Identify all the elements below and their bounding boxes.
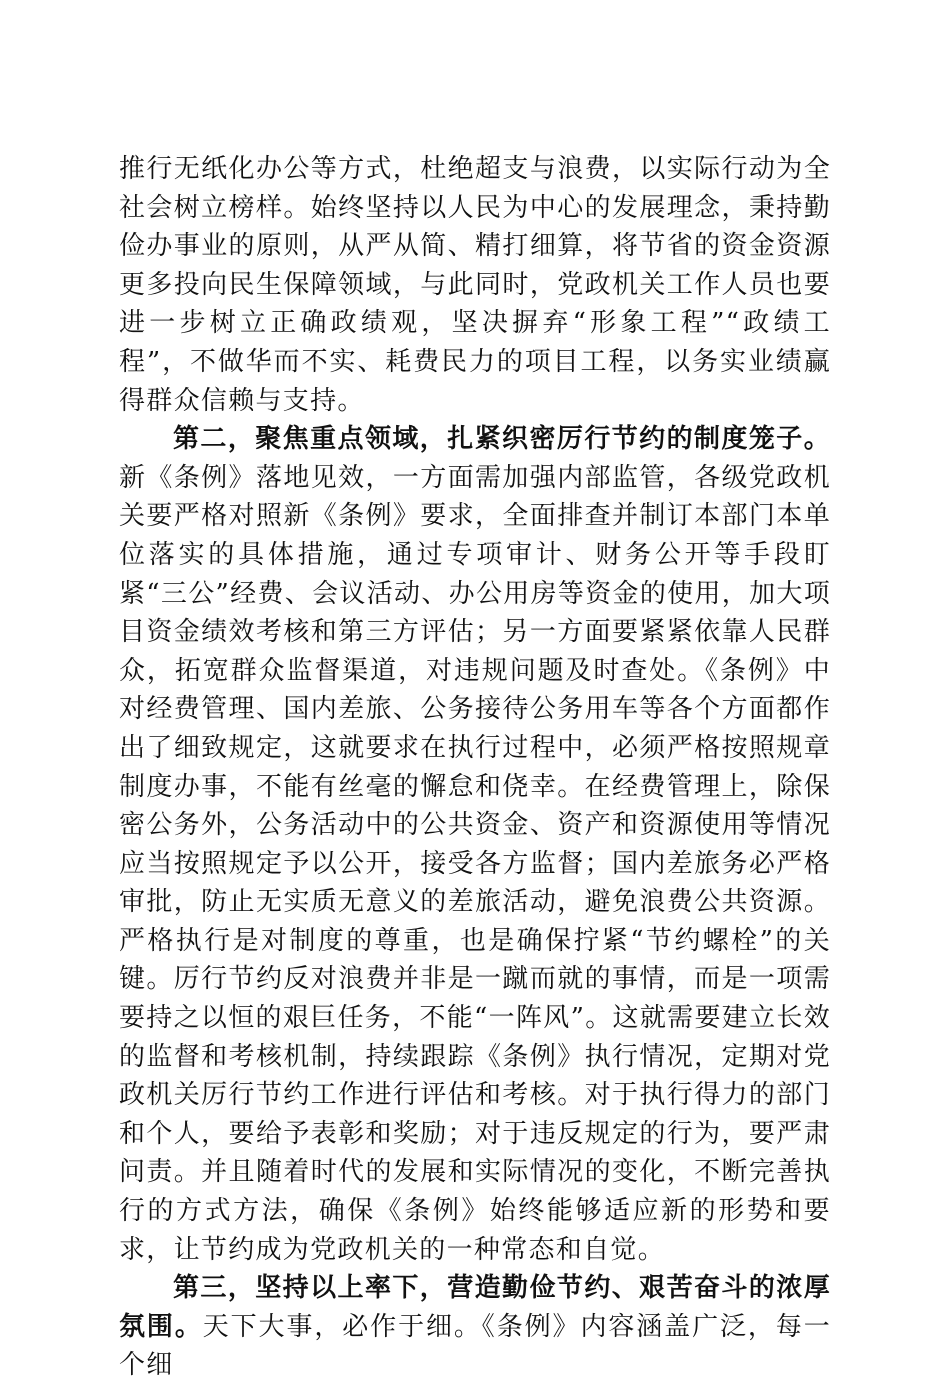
paragraph-body: 新《条例》落地见效，一方面需加强内部监管，各级党政机关要严格对照新《条例》要求，全面排查并制订本部门本单位落实的具体措施，通过专项审计、财务公开等手段盯紧“三公”经费、会议活动、办公用房等资金的使用，加大项目资金绩效考核和第三方评估；另一方面要紧紧依靠人民群众，拓宽群众监督渠道，对违规问题及时查处。《条例》中对经费管理、国内差旅、公务接待公务用车等各个方面都作出了细致规定，这就要求在执行过程中，必须严格按照规章制度办事，不能有丝毫的懈怠和侥幸。在经费管理上，除保密公务外，公务活动中的公共资金、资产和资源使用等情况应当按照规定予以公开，接受各方监督；国内差旅务必严格审批，防止无实质无意义的差旅活动，避免浪费公共资源。严格执行是对制度的尊重，也是确保拧紧“节约螺栓”的关键。厉行节约反对浪费并非是一蹴而就的事情，而是一项需要持之以恒的艰巨任务，不能“一阵风”。这就需要建立长效的监督和考核机制，持续跟踪《条例》执行情况，定期对党政机关厉行节约工作进行评估和考核。对于执行得力的部门和个人，要给予表彰和奖励；对于违反规定的行为，要严肃问责。并且随着时代的发展和实际情况的变化，不断完善执行的方式方法，确保《条例》始终能够适应新的形势和要求，让节约成为党政机关的一种常态和自觉。 — [119, 462, 831, 1265]
paragraph-body: 推行无纸化办公等方式，杜绝超支与浪费，以实际行动为全社会树立榜样。始终坚持以人民为中心的发展理念，秉持勤俭办事业的原则，从严从简、精打细算，将节省的资金资源更多投向民生保障领域，与此同时，党政机关工作人员也要进一步树立正确政绩观，坚决摒弃“形象工程”“政绩工程”，不做华而不实、耗费民力的项目工程，以务实业绩赢得群众信赖与支持。 — [119, 154, 831, 416]
paragraph-continuation — [119, 150, 831, 420]
paragraph-heading-point-three: 第三，坚持以上率下，营造勤俭节约、艰苦奋斗的浓厚氛围。 — [119, 1273, 831, 1342]
paragraph-point-three — [119, 1269, 831, 1385]
document-page — [119, 150, 831, 1385]
paragraph-point-two — [119, 420, 831, 1269]
paragraph-body: 天下大事，必作于细。《条例》内容涵盖广泛，每一个细 — [119, 1311, 831, 1381]
paragraph-heading-point-two: 第二，聚焦重点领域，扎紧织密厉行节约的制度笼子。 — [173, 424, 831, 455]
